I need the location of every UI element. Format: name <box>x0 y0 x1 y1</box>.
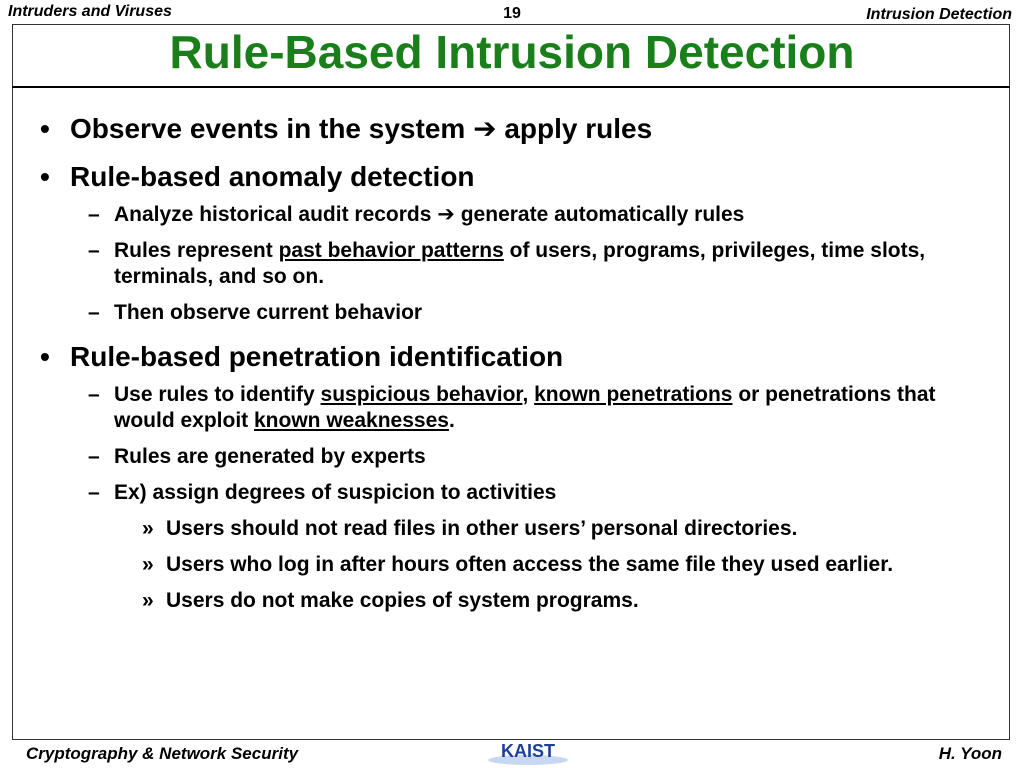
raquo-marker: » <box>142 517 154 540</box>
slide-title: Rule-Based Intrusion Detection <box>169 26 855 78</box>
underlined-term: known penetrations <box>534 383 733 406</box>
sub-bullet-use-rules: – Use rules to identify suspicious behavior, known penetrations or penetrations that would exploit known weaknesses. <box>88 383 936 432</box>
underlined-term: suspicious behavior <box>320 383 523 406</box>
dash-marker: – <box>88 481 100 504</box>
bullet-penetration-identification: • Rule-based penetration identification <box>40 341 564 372</box>
title-divider <box>12 86 1010 88</box>
page-number: 19 <box>503 5 521 22</box>
slide-content <box>40 112 990 624</box>
sub-bullet-observe-current: – Then observe current behavior <box>88 301 423 324</box>
header-course-title: Intruders and Viruses <box>8 3 172 20</box>
underlined-term: past behavior patterns <box>278 239 504 262</box>
dash-marker: – <box>88 301 100 324</box>
bullet-observe-events: • Observe events in the system ➔ apply rules <box>40 113 653 144</box>
header-section-title: Intrusion Detection <box>866 6 1012 23</box>
dash-marker: – <box>88 383 100 406</box>
dash-marker: – <box>88 203 100 226</box>
logo-text: KAIST <box>501 741 555 761</box>
raquo-marker: » <box>142 553 154 576</box>
sub-bullet-rules-represent: – Rules represent past behavior patterns of users, programs, privileges, time slots, terminals, and so on. <box>88 239 926 288</box>
example-read-files: » Users should not read files in other users’ personal directories. <box>142 517 798 540</box>
example-after-hours: » Users who log in after hours often access the same file they used earlier. <box>142 553 894 576</box>
raquo-marker: » <box>142 589 154 612</box>
arrow-right-icon: ➔ <box>437 203 455 226</box>
bullet-marker: • <box>40 113 50 144</box>
footer-course-name: Cryptography & Network Security <box>26 744 299 763</box>
dash-marker: – <box>88 445 100 468</box>
footer-author: H. Yoon <box>938 744 1002 763</box>
dash-marker: – <box>88 239 100 262</box>
sub-bullet-generated-by-experts: – Rules are generated by experts <box>88 445 426 468</box>
bullet-anomaly-detection: • Rule-based anomaly detection <box>40 161 475 192</box>
sub-bullet-degrees-of-suspicion: – Ex) assign degrees of suspicion to activities <box>88 481 557 504</box>
bullet-marker: • <box>40 341 50 372</box>
bullet-marker: • <box>40 161 50 192</box>
sub-bullet-analyze-records: – Analyze historical audit records ➔ generate automatically rules <box>88 203 745 226</box>
underlined-term: known weaknesses <box>254 409 449 432</box>
kaist-logo <box>484 740 572 766</box>
example-copies: » Users do not make copies of system programs. <box>142 589 639 612</box>
arrow-right-icon: ➔ <box>473 113 497 144</box>
